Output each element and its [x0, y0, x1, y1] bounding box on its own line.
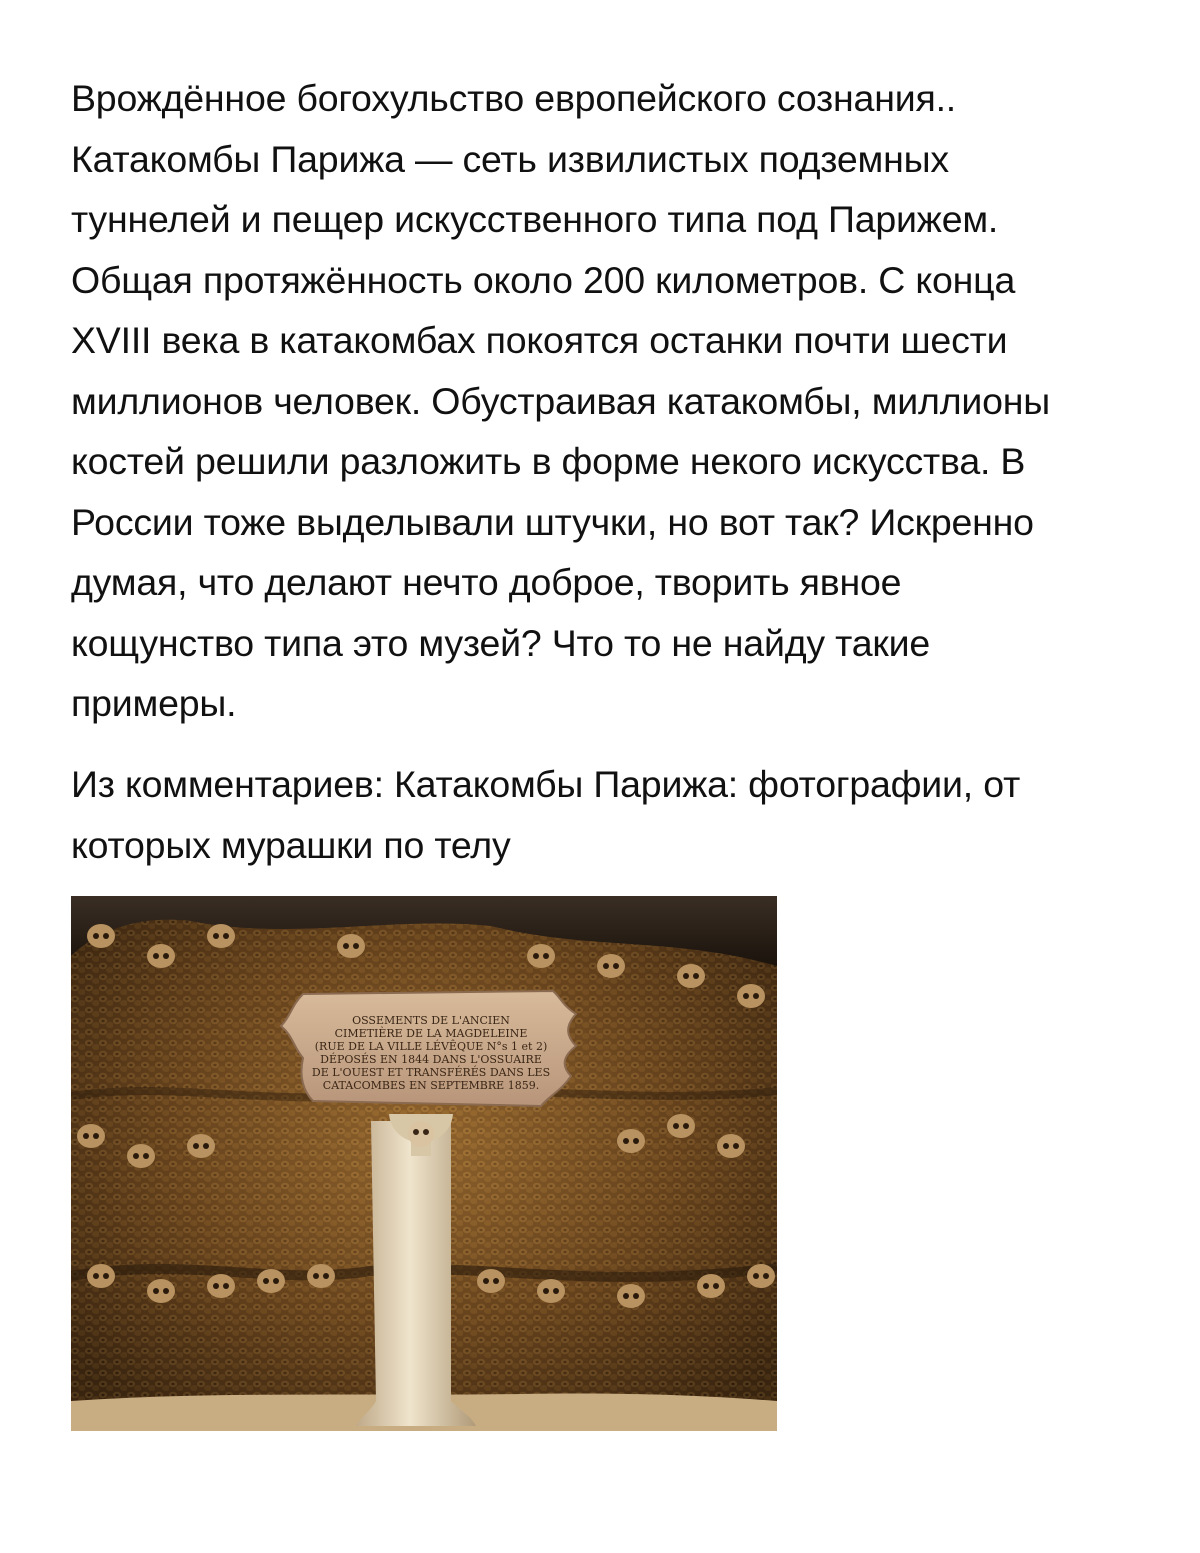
paragraph-line: примеры.	[71, 682, 237, 724]
skull	[747, 1264, 775, 1288]
skull	[77, 1124, 105, 1148]
paragraph-line: костей решили разложить в форме некого искусства. В	[71, 440, 1026, 482]
paragraph-line: кощунство типа это музей? Что то не найду такие	[71, 621, 930, 664]
skull	[477, 1269, 505, 1293]
skull	[147, 1279, 175, 1303]
comment-paragraph	[71, 754, 1146, 875]
plaque-text-line: DE L'OUEST ET TRANSFÉRÉS DANS LES	[311, 1066, 551, 1079]
skull	[667, 1114, 695, 1138]
plaque-text-line: DÉPOSÉS EN 1844 DANS L'OSSUAIRE	[320, 1053, 542, 1066]
plaque-text-line: OSSEMENTS DE L'ANCIEN	[352, 1014, 510, 1027]
skull	[737, 984, 765, 1008]
comment-line: которых мурашки по телу	[71, 823, 511, 866]
skull	[337, 934, 365, 958]
skull	[307, 1264, 335, 1288]
skull	[617, 1129, 645, 1153]
skull	[697, 1274, 725, 1298]
paragraph-line: России тоже выделывали штучки, но вот так? Искренно	[71, 500, 1034, 543]
paragraph-line: туннелей и пещер искусственного типа под Парижем.	[71, 198, 999, 240]
skull	[187, 1134, 215, 1158]
article-paragraph	[71, 68, 1146, 734]
paragraph-line: XVIII века в катакомбах покоятся останки почти шести	[71, 319, 1008, 361]
skull-ornament	[408, 1121, 434, 1147]
skull	[127, 1144, 155, 1168]
skull	[207, 1274, 235, 1298]
comment-line: Из комментариев: Катакомбы Парижа: фотографии, от	[71, 763, 1021, 805]
skull	[207, 924, 235, 948]
paragraph-line: Общая протяжённость около 200 километров. С конца	[71, 258, 1016, 301]
skull	[597, 954, 625, 978]
skull	[147, 944, 175, 968]
skull	[677, 964, 705, 988]
skull	[537, 1279, 565, 1303]
paragraph-line: думая, что делают нечто доброе, творить явное	[71, 561, 902, 603]
paragraph-line: Врождённое богохульство европейского сознания..	[71, 77, 957, 119]
skull	[717, 1134, 745, 1158]
plaque-text-line: (RUE DE LA VILLE LÉVÊQUE N°s 1 et 2)	[314, 1040, 548, 1053]
paragraph-line: Катакомбы Парижа — сеть извилистых подземных	[71, 137, 949, 180]
skull	[87, 1264, 115, 1288]
skull	[527, 944, 555, 968]
paragraph-line: миллионов человек. Обустраивая катакомбы, миллионы	[71, 379, 1051, 422]
skull	[87, 924, 115, 948]
plaque-text-line: CATACOMBES EN SEPTEMBRE 1859.	[322, 1079, 540, 1092]
skull	[617, 1284, 645, 1308]
catacomb-photo	[71, 896, 777, 1431]
skull	[257, 1269, 285, 1293]
plaque-text-line: CIMETIÈRE DE LA MAGDELEINE	[334, 1027, 528, 1040]
